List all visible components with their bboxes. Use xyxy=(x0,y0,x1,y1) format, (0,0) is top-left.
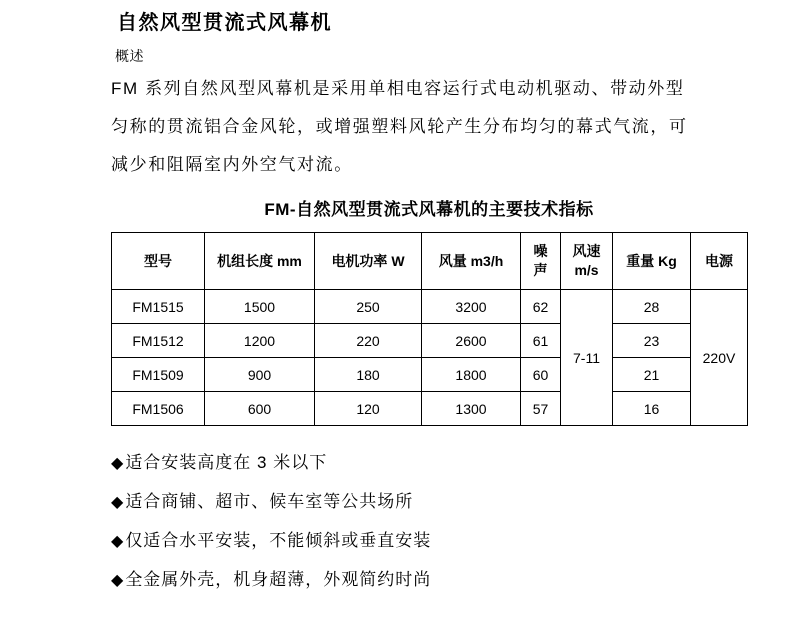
cell-length: 1500 xyxy=(205,290,315,324)
header-motor-power: 电机功率 W xyxy=(315,233,422,290)
diamond-bullet-icon: ◆ xyxy=(111,494,125,511)
header-airflow: 风量 m3/h xyxy=(422,233,521,290)
header-wind-speed-label: 风速 m/s xyxy=(572,243,601,278)
section-heading-overview: 概述 xyxy=(115,48,144,64)
feature-text: 适合安装高度在 3 米以下 xyxy=(125,453,328,472)
cell-model: FM1512 xyxy=(112,324,205,358)
cell-length: 600 xyxy=(205,392,315,426)
cell-power-supply-merged: 220V xyxy=(691,290,748,426)
table-row-fm1515 xyxy=(112,290,748,324)
page-title: 自然风型贯流式风幕机 xyxy=(117,12,332,34)
cell-noise: 57 xyxy=(521,392,561,426)
cell-weight: 16 xyxy=(613,392,691,426)
header-noise-label: 噪声 xyxy=(533,243,548,278)
cell-airflow: 3200 xyxy=(422,290,521,324)
cell-length: 1200 xyxy=(205,324,315,358)
feature-item-venues xyxy=(111,483,763,522)
diamond-bullet-icon: ◆ xyxy=(111,533,125,550)
diamond-bullet-icon: ◆ xyxy=(111,455,125,472)
table-header-row xyxy=(112,233,748,290)
cell-wind-speed-merged: 7-11 xyxy=(561,290,613,426)
header-weight: 重量 Kg xyxy=(613,233,691,290)
cell-airflow: 2600 xyxy=(422,324,521,358)
feature-text: 仅适合水平安装，不能倾斜或垂直安装 xyxy=(125,531,432,550)
feature-list xyxy=(111,444,763,600)
cell-model: FM1515 xyxy=(112,290,205,324)
feature-item-horizontal-install xyxy=(111,522,763,561)
feature-text: 适合商铺、超市、候车室等公共场所 xyxy=(125,492,414,511)
cell-airflow: 1800 xyxy=(422,358,521,392)
header-unit-length: 机组长度 mm xyxy=(205,233,315,290)
cell-power: 120 xyxy=(315,392,422,426)
table-row-fm1506 xyxy=(112,392,748,426)
cell-power: 180 xyxy=(315,358,422,392)
diamond-bullet-icon: ◆ xyxy=(111,572,125,589)
cell-weight: 28 xyxy=(613,290,691,324)
cell-model: FM1509 xyxy=(112,358,205,392)
spec-table-title: FM-自然风型贯流式风幕机的主要技术指标 xyxy=(264,200,594,219)
cell-length: 900 xyxy=(205,358,315,392)
intro-paragraph: FM 系列自然风型风幕机是采用单相电容运行式电动机驱动、带动外型匀称的贯流铝合金风轮，或增强塑料风轮产生分布均匀的幕式气流，可减少和阻隔室内外空气对流。 xyxy=(111,79,688,174)
spec-table xyxy=(111,232,748,426)
table-row-fm1512 xyxy=(112,324,748,358)
feature-item-metal-shell xyxy=(111,561,763,600)
table-row-fm1509 xyxy=(112,358,748,392)
feature-item-install-height xyxy=(111,444,763,483)
cell-weight: 21 xyxy=(613,358,691,392)
cell-noise: 62 xyxy=(521,290,561,324)
header-wind-speed xyxy=(561,233,613,290)
cell-power: 250 xyxy=(315,290,422,324)
cell-noise: 60 xyxy=(521,358,561,392)
cell-power: 220 xyxy=(315,324,422,358)
feature-text: 全金属外壳，机身超薄，外观简约时尚 xyxy=(125,570,432,589)
cell-weight: 23 xyxy=(613,324,691,358)
header-model: 型号 xyxy=(112,233,205,290)
cell-airflow: 1300 xyxy=(422,392,521,426)
cell-noise: 61 xyxy=(521,324,561,358)
cell-model: FM1506 xyxy=(112,392,205,426)
header-power-supply: 电源 xyxy=(691,233,748,290)
header-noise xyxy=(521,233,561,290)
